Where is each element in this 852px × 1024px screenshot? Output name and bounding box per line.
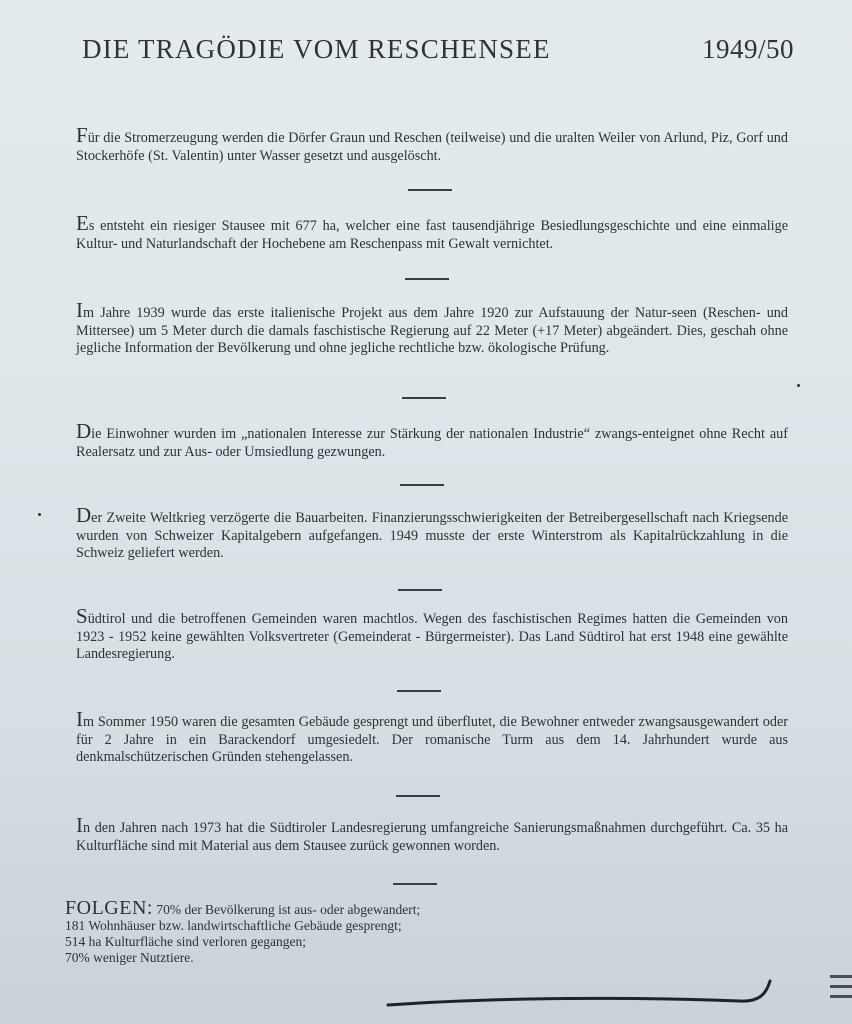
- separator-line: [393, 883, 437, 885]
- paragraph-text: ie Einwohner wurden im „nationalen Interesse zur Stärkung der nationalen Industrie“ zwangs-enteignet ohne Recht auf Realersatz und zur Aus- oder Umsiedlung gezwungen.: [76, 426, 788, 460]
- consequence-line-3: 514 ha Kulturfläche sind verloren gegangen;: [65, 934, 307, 949]
- paragraph-1: [76, 123, 788, 165]
- title-year: 1949/50: [701, 34, 794, 64]
- consequences-label: FOLGEN:: [65, 897, 153, 919]
- separator-line: [408, 189, 452, 191]
- consequences-block: [65, 897, 625, 966]
- paragraph-text: m Sommer 1950 waren die gesamten Gebäude gesprengt und überflutet, die Bewohner entweder zwangsausgewandert oder für 2 Jahre in ein Barackendorf umgesiedelt. Der romanische Turm aus dem 14. Jahrhundert wurde aus denkmalschützerischen Gründen stehengelassen.: [76, 714, 788, 765]
- consequence-line-4: 70% weniger Nutztiere.: [65, 950, 194, 965]
- separator-line: [400, 484, 444, 486]
- title-text: DIE TRAGÖDIE VOM RESCHENSEE: [82, 34, 551, 64]
- paragraph-6: [76, 604, 788, 664]
- paragraph-text: s entsteht ein riesiger Stausee mit 677 ha, welcher eine fast tausendjährige Besiedlungsgeschichte und eine einmalige Kultur- und Naturlandschaft der Hochebene am Reschenpass mit Gewalt vernichtet.: [76, 218, 788, 252]
- edge-marks: [830, 975, 852, 1005]
- paragraph-initial: D: [76, 503, 92, 527]
- paragraph-initial: I: [76, 298, 83, 322]
- paragraph-initial: E: [76, 211, 89, 235]
- paragraph-7: [76, 707, 788, 767]
- consequence-line-1: [65, 897, 625, 919]
- separator-line: [396, 795, 440, 797]
- dust-speck: [797, 384, 800, 387]
- separator-line: [398, 589, 442, 591]
- paragraph-initial: S: [76, 604, 88, 628]
- consequence-text: 70% der Bevölkerung ist aus- oder abgewandert;: [156, 902, 421, 917]
- paragraph-initial: D: [76, 419, 92, 443]
- paragraph-text: üdtirol und die betroffenen Gemeinden waren machtlos. Wegen des faschistischen Regimes hatten die Gemeinden von 1923 - 1952 keine gewählten Volksvertreter (Gemeinderat - Bürgermeister). Das Land Südtirol hat erst 1948 eine gewählte Landesregierung.: [76, 611, 788, 662]
- separator-line: [402, 397, 446, 399]
- paragraph-4: [76, 419, 788, 461]
- paragraph-initial: I: [76, 813, 83, 837]
- dust-speck: [38, 513, 41, 516]
- paragraph-text: ür die Stromerzeugung werden die Dörfer Graun und Reschen (teilweise) und die uralten Weiler von Arlund, Piz, Gorf und Stockerhöfe (St. Valentin) unter Wasser gesetzt und ausgelöscht.: [76, 130, 788, 164]
- paragraph-8: [76, 813, 788, 855]
- paragraph-2: [76, 211, 788, 253]
- paragraph-text: m Jahre 1939 wurde das erste italienische Projekt aus dem Jahre 1920 zur Aufstauung der Natur-seen (Reschen- und Mittersee) um 5 Meter durch die damals faschistische Regierung auf 22 Meter (+17 Meter) abgeändert. Dies, geschah ohne jegliche Information der Bevölkerung und ohne jegliche rechtliche bzw. ökologische Prüfung.: [76, 305, 788, 356]
- page-title: [82, 34, 802, 65]
- paragraph-5: [76, 503, 788, 563]
- paragraph-text: n den Jahren nach 1973 hat die Südtiroler Landesregierung umfangreiche Sanierungsmaßnahmen durchgeführt. Ca. 35 ha Kulturfläche sind mit Material aus dem Stausee zurück gewonnen worden.: [76, 820, 788, 854]
- consequence-line-2: 181 Wohnhäuser bzw. landwirtschaftliche Gebäude gesprengt;: [65, 918, 402, 933]
- separator-line: [397, 690, 441, 692]
- paragraph-initial: I: [76, 707, 83, 731]
- paragraph-text: er Zweite Weltkrieg verzögerte die Bauarbeiten. Finanzierungsschwierigkeiten der Betreibergesellschaft nach Kriegsende wurden von Schweizer Kapitalgebern aufgefangen. 1949 musste der erste Winterstrom als Kapitalrückzahlung in die Schweiz geliefert werden.: [76, 510, 788, 561]
- decorative-swoosh: [380, 975, 780, 1015]
- separator-line: [405, 278, 449, 280]
- paragraph-initial: F: [76, 123, 88, 147]
- paragraph-3: [76, 298, 788, 358]
